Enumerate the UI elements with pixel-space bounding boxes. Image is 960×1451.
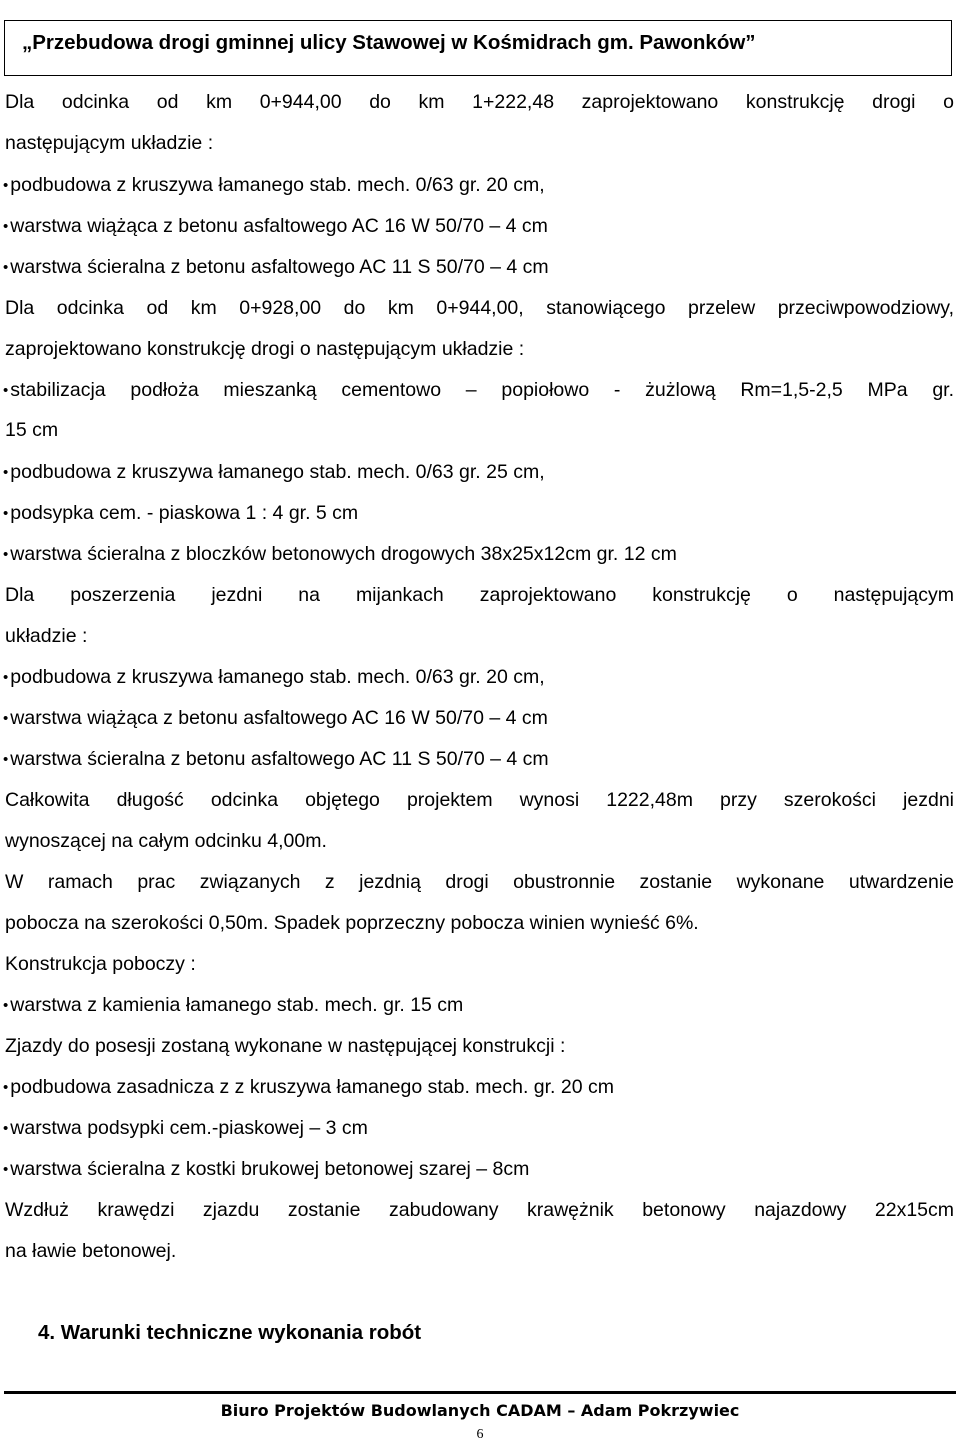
bullet-item: • warstwa podsypki cem.-piaskowej – 3 cm [3,1116,368,1142]
bullet-item: • warstwa z kamienia łamanego stab. mech. gr. 15 cm [3,993,463,1019]
bullet-item: • warstwa ścieralna z betonu asfaltowego AC 11 S 50/70 – 4 cm [3,747,549,773]
document-title-box [4,20,952,76]
bullet-item: • podbudowa z kruszywa łamanego stab. mech. 0/63 gr. 25 cm, [3,460,545,486]
footer-company-name: Biuro Projektów Budowlanych CADAM – Adam Pokrzywiec [220,1401,740,1420]
page-number: 6 [476,1427,484,1442]
bullet-item: • warstwa ścieralna z betonu asfaltowego AC 11 S 50/70 – 4 cm [3,255,549,281]
paragraph-line: Dla odcinka od km 0+928,00 do km 0+944,00, stanowiącego przelew przeciwpowodziowy, [5,297,954,319]
paragraph-line: na ławie betonowej. [5,1240,177,1262]
paragraph-line: pobocza na szerokości 0,50m. Spadek poprzeczny pobocza winien wynieść 6%. [5,912,699,934]
paragraph-line: wynoszącej na całym odcinku 4,00m. [5,830,327,852]
paragraph-line: Całkowita długość odcinka objętego projektem wynosi 1222,48m przy szerokości jezdni [5,789,954,811]
paragraph-line: Dla poszerzenia jezdni na mijankach zaprojektowano konstrukcję o następującym [5,584,954,606]
paragraph-line: Dla odcinka od km 0+944,00 do km 1+222,48 zaprojektowano konstrukcję drogi o [5,91,954,113]
bullet-item: • podbudowa z kruszywa łamanego stab. mech. 0/63 gr. 20 cm, [3,173,545,199]
bullet-item: • warstwa wiążąca z betonu asfaltowego AC 16 W 50/70 – 4 cm [3,706,548,732]
section-heading: 4. Warunki techniczne wykonania robót [38,1321,422,1344]
paragraph-line: 15 cm [5,419,59,441]
bullet-item: • warstwa wiążąca z betonu asfaltowego AC 16 W 50/70 – 4 cm [3,214,548,240]
paragraph-line: następującym układzie : [5,132,214,154]
bullet-item: • stabilizacja podłoża mieszanką cementowo – popiołowo - żużlową Rm=1,5-2,5 MPa gr. [3,378,954,404]
paragraph-line: układzie : [5,625,88,647]
document-title: „Przebudowa drogi gminnej ulicy Stawowej w Kośmidrach gm. Pawonków” [22,31,756,54]
footer-divider [4,1391,956,1394]
paragraph-line: Zjazdy do posesji zostaną wykonane w następującej konstrukcji : [5,1035,566,1057]
paragraph-line: Konstrukcja poboczy : [5,953,196,975]
paragraph-line: W ramach prac związanych z jezdnią drogi obustronnie zostanie wykonane utwardzenie [5,871,954,893]
bullet-item: • warstwa ścieralna z bloczków betonowych drogowych 38x25x12cm gr. 12 cm [3,542,677,568]
paragraph-line: zaprojektowano konstrukcję drogi o następującym układzie : [5,338,525,360]
bullet-item: • podsypka cem. - piaskowa 1 : 4 gr. 5 cm [3,501,358,527]
bullet-item: • podbudowa zasadnicza z z kruszywa łamanego stab. mech. gr. 20 cm [3,1075,614,1101]
bullet-item: • warstwa ścieralna z kostki brukowej betonowej szarej – 8cm [3,1157,529,1183]
paragraph-line: Wzdłuż krawędzi zjazdu zostanie zabudowany krawężnik betonowy najazdowy 22x15cm [5,1199,954,1221]
bullet-item: • podbudowa z kruszywa łamanego stab. mech. 0/63 gr. 20 cm, [3,665,545,691]
